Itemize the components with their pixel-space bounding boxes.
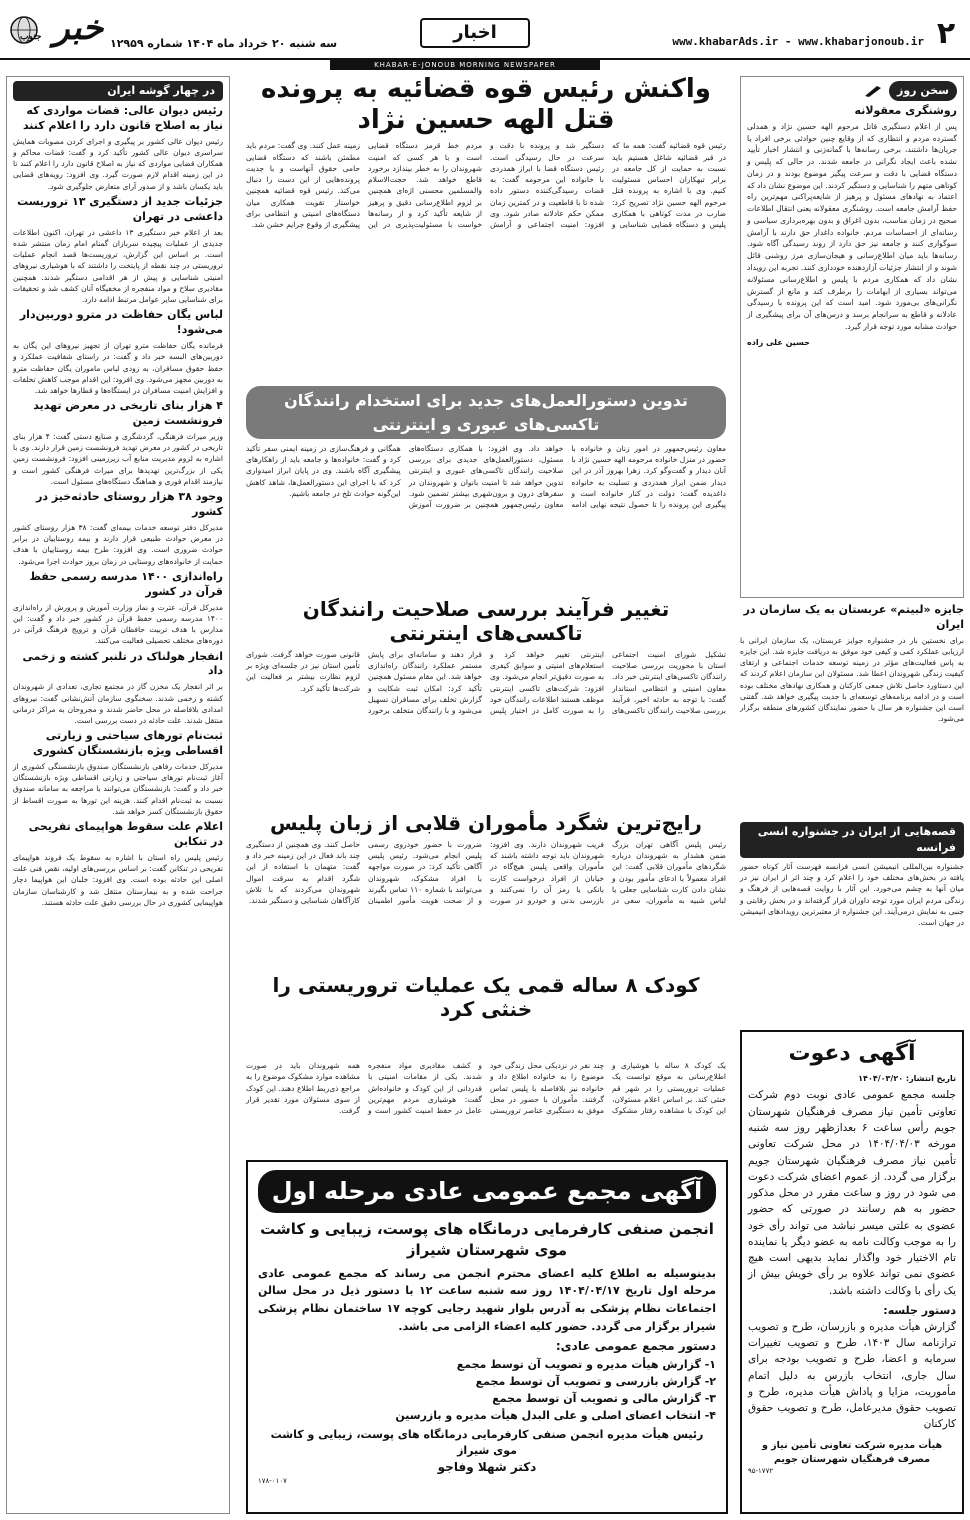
agenda-item: ۴- انتخاب اعضای اصلی و علی البدل هیأت مدیره و بازرسین: [395, 1408, 716, 1422]
assembly-ad: [246, 1160, 728, 1514]
assembly-ad-org: انجمن صنفی کارفرمایی درمانگاه های پوست، زیبایی و کاشت موی شهرستان شیراز: [260, 1219, 714, 1259]
assembly-ad-agenda-label: دستور مجمع عمومی عادی:: [555, 1339, 716, 1354]
story5-body: یک کودک ۸ ساله با هوشیاری و اطلاع‌رسانی به موقع توانست یک عملیات تروریستی را در شهر قم خنثی کند. بر اساس اعلام مسئولان، این کودک با مشاهده رفتار مشکوک چند نفر در نزدیکی محل زندگی خود موضوع را به خانواده اطلاع داد و خانواده نیز بلافاصله با پلیس تماس گرفتند. مأموران با حضور در محل موفق به دستگیری عناصر تروریستی و کشف مقادیری مواد منفجره شدند. یکی از مقامات امنیتی با قدردانی از این کودک و خانواده‌اش گفت: هوشیاری مردم مهم‌ترین عامل در حفظ امنیت کشور است و همه شهروندان باید در صورت مشاهده موارد مشکوک موضوع را به مراجع ذی‌ربط اطلاع دهند. این کودک از سوی مسئولان مورد تقدیر قرار گرفت.: [246, 1061, 726, 1115]
editorial-title: روشنگری معقولانه: [854, 103, 957, 117]
left-item-title: ثبت‌نام تورهای سیاحتی و زیارتی اقساطی ویژه بازنشستگان کشوری: [33, 729, 223, 758]
lead-headline: واکنش رئیس قوه قضائیه به پرونده قتل الهه حسین نژاد: [261, 74, 711, 136]
agenda-item: ۱- گزارش هیأت مدیره و تصویب آن توسط مجمع: [456, 1357, 716, 1371]
masthead: [0, 0, 970, 60]
website-links[interactable]: www.khabarAds.ir - www.khabarjonoub.ir: [672, 35, 924, 48]
story5-headline: کودک ۸ ساله قمی یک عملیات تروریستی را خنثی کرد: [272, 972, 700, 1021]
left-item-title: رئیس دیوان عالی: قضات مواردی که نیاز به اصلاح قانون دارد را اعلام کنند: [22, 103, 223, 132]
left-item-title: ۴ هزار بنای تاریخی در معرض تهدید فرونشست زمین: [33, 399, 223, 428]
assembly-ad-body: بدینوسیله به اطلاع کلیه اعضای محترم انجمن می رساند که مجمع عمومی عادی مرحله اول تاریخ ۱۴۰۴/۰۴/۱۷ روز سه شنبه ساعت ۱۲ با دستور ذیل در محل سالن اجتماعات نظام پزشکی به آدرس بلوار شهید رجایی کوچه ۱۷ ساختمان نظام پزشکی شیراز برگزار می گردد. حضور کلیه اعضاء الزامی می باشد.: [258, 1266, 717, 1333]
left-item-title: انفجار هولناک در تلنبر کشته و زخمی داد: [22, 649, 223, 678]
assembly-ad-items: [258, 1356, 716, 1424]
invitation-notice: [740, 1030, 964, 1514]
page-number: ۲: [936, 16, 956, 51]
agenda-item: ۳- گزارش مالی و تصویب آن توسط مجمع: [492, 1391, 716, 1405]
left-column: [6, 76, 230, 1514]
right-story-title: جایزه «لبیتم» عربستان به یک سازمان در ایران: [743, 603, 964, 631]
story3-headline: تغییر فرآیند بررسی صلاحیت رانندگان تاکسی‌های اینترنتی: [302, 596, 670, 645]
editorial-box: [740, 76, 964, 598]
notice-code: ۹۵-۱۷۷۲: [748, 1467, 774, 1476]
assembly-ad-name: دکتر شهلا وفاجو: [437, 1459, 537, 1474]
editorial-label: سخن روز: [889, 81, 957, 101]
left-item-title: راه‌اندازی ۱۴۰۰ مدرسه رسمی حفظ قرآن در کشور: [29, 569, 223, 598]
left-item-title: جزئیات جدید از دستگیری ۱۳ تروریست داعشی در تهران: [17, 194, 223, 223]
assembly-ad-signature: رئیس هیأت مدیره انجمن صنفی کارفرمایی درمانگاه های پوست، زیبایی و کاشت موی شیراز: [270, 1427, 704, 1457]
left-item-body: رئیس دیوان عالی کشور بر پیگیری و اجرای کردن مصوبات همایش سراسری دیوان عالی کشور تأکید کرد و گفت: قضات محاکم و همکاران قضایی مواردی که نیاز به اصلاح قانون دارد را اعلام کنند تا در این زمینه اقدام لازم صورت گیرد. وی افزود: رویه‌های قضایی باید یکسان باشد و از صدور آرای متعارض جلوگیری شود.: [13, 136, 223, 191]
story2-headline: تدوین دستورالعمل‌های جدید برای استخدام رانندگان تاکسی‌های عبوری و اینترنتی: [246, 386, 726, 438]
left-item-body: رئیس پلیس راه استان با اشاره به سقوط یک فروند هواپیمای تفریحی در تنکابن گفت: بر اساس بررسی‌های اولیه، نقص فنی علت اصلی این حادثه بوده است. وی افزود: خلبان این هواپیما دچار جراحت شده و به بیمارستان منتقل شد و کارشناسان سازمان هواپیمایی کشوری در حال بررسی دقیق علت حادثه هستند.: [13, 852, 223, 907]
animation-story-body: جشنواره بین‌المللی انیمیشن انسی فرانسه فهرست آثار کوتاه حضور یافته در بخش‌های مختلف خود را اعلام کرد و چند اثر از ایران نیز در میان آنها به چشم می‌خورد. این آثار با روایت قصه‌هایی از فرهنگ و زندگی مردم ایران مورد توجه داوران قرار گرفته‌اند و در بخش رقابتی و جنبی به نمایش درمی‌آیند. این جشنواره از معتبرترین رویدادهای انیمیشن در جهان است.: [740, 861, 964, 928]
animation-story-title: قصه‌هایی از ایران در جشنواره انسی فرانسه: [740, 822, 964, 858]
editorial-body: پس از اعلام دستگیری قاتل مرحوم الهه حسین نژاد و همدلی گسترده مردم و انتظاری که از وقایع چنین حوادثی برخی افراد یا جریان‌ها داشتند، برخی رسانه‌ها با گمانه‌زنی و انتشار اخبار تأیید نشده باعث ایجاد نگرانی در جامعه شدند. در حالی که پلیس و دستگاه قضایی با دقت و سرعت پیگیر موضوع بودند و در زمان کوتاهی متهم را شناسایی و دستگیر کردند. این موضوع نشان داد که اعتماد به نهادهای مسئول و پرهیز از شایعه‌پراکنی مهم‌ترین راه حفظ آرامش جامعه است. روشنگری معقولانه یعنی انتقال اطلاعات صحیح در زمان مناسب، بدون اغراق و بدون بهره‌برداری سیاسی و رسانه‌ای از احساسات مردم. خانواده داغدار حق دارند با آرامش سوگواری کنند و جامعه نیز حق دارد از روند رسیدگی آگاه شود. رسانه‌ها باید میان اطلاع‌رسانی و هیجان‌سازی مرز روشنی قائل شوند و از انتشار جزئیات آزاردهنده خودداری کنند. تجربه این رویداد نشان داد که همکاری مردم با پلیس و اطلاع‌رسانی مسئولانه می‌تواند بسیاری از ابهامات را برطرف کند و مانع از گسترش نگرانی‌های بی‌مورد شود. امید است که این پرونده با رسیدگی عادلانه و قاطع به سرانجام برسد و درس‌های آن برای پیشگیری از حوادث مشابه مورد توجه قرار گیرد.: [747, 121, 957, 331]
agenda-item: ۲- گزارش بازرسی و تصویب آن توسط مجمع: [475, 1374, 716, 1388]
left-item-title: لباس یگان حفاظت در مترو دوربین‌دار می‌شود!: [19, 308, 223, 337]
left-item-body: مدیرکل دفتر توسعه خدمات بیمه‌ای گفت: ۳۸ هزار روستای کشور در معرض حوادث طبیعی قرار دارند و بیمه روستاییان در برابر حوادث ضروری است. وی افزود: طرح بیمه روستاییان با هدف حمایت از خانواده‌های روستایی در زمان بروز حوادث اجرا می‌شود.: [13, 522, 223, 566]
left-item-title: وجود ۳۸ هزار روستای حادثه‌خیز در کشور: [36, 490, 223, 519]
story2-body: معاون رئیس‌جمهور در امور زنان و خانواده با حضور در منزل خانواده مرحومه الهه حسین نژاد با آنان دیدار و گفت‌وگو کرد. زهرا بهروز آذر در این دیدار ضمن ابراز همدردی و تسلیت به خانواده داغدیده گفت: دولت در کنار خانواده است و پیگیری این پرونده را تا حصول نتیجه نهایی ادامه خواهد داد. وی افزود: با همکاری دستگاه‌های مسئول، دستورالعمل‌های جدیدی برای بررسی صلاحیت رانندگان تاکسی‌های عبوری و اینترنتی تدوین خواهد شد تا امنیت بانوان و شهروندان در سفرهای درون و برون‌شهری بیشتر تضمین شود. معاون رئیس‌جمهور همچنین بر ضرورت آموزش همگانی و فرهنگ‌سازی در زمینه ایمنی سفر تأکید کرد و گفت: خانواده‌ها و جامعه باید از راهکارهای پیشگیری آگاه باشند. وی در پایان ابراز امیدواری کرد که با اجرای این دستورالعمل‌ها، شاهد کاهش این‌گونه حوادث تلخ در جامعه باشیم.: [246, 443, 726, 509]
story3-body: تشکیل شورای امنیت اجتماعی استان با محوریت بررسی صلاحیت رانندگان تاکسی‌های اینترنتی خبر داد. معاون امنیتی و انتظامی استاندار گفت: با توجه به حادثه اخیر، فرآیند بررسی صلاحیت رانندگان تاکسی‌های اینترنتی تغییر خواهد کرد و استعلام‌های امنیتی و سوابق کیفری به صورت دقیق‌تر انجام می‌شود. وی افزود: شرکت‌های تاکسی اینترنتی موظف هستند اطلاعات رانندگان خود را به صورت کامل در اختیار پلیس قرار دهند و سامانه‌ای برای پایش مستمر عملکرد رانندگان راه‌اندازی خواهد شد. این مقام مسئول همچنین تأکید کرد: امکان ثبت شکایت و گزارش تخلف برای مسافران تسهیل می‌شود و با رانندگان متخلف برخورد قانونی صورت خواهد گرفت. شورای تأمین استان نیز در جلسه‌ای ویژه بر لزوم نظارت بیشتر بر فعالیت این شرکت‌ها تأکید کرد.: [246, 649, 726, 715]
left-column-label: در چهار گوشه ایران: [13, 81, 223, 101]
notice-agenda: گزارش هیأت مدیره و بازرسان، طرح و تصویب ترازنامه سال ۱۴۰۳، طرح و تصویب تغییرات سرمایه و اعضا، طرح و تصویب بودجه برای سال جاری، انتخاب بازرس به دلیل اتمام مأموریت، مزایا و پاداش هیأت مدیره، طرح و تصویب حقوق مدیرعامل، طرح و تصویب حقوق کارکنان: [748, 1320, 956, 1431]
notice-agenda-label: دستور جلسه:: [883, 1303, 956, 1317]
notice-body: جلسه مجمع عمومی عادی نوبت دوم شرکت تعاونی تأمین نیاز مصرف فرهنگیان شهرستان جویم رأس ساعت ۶ بعدازظهر روز سه شنبه مورخه ۱۴۰۴/۰۴/۰۳ در محل شرکت تعاونی تأمین نیاز مصرف فرهنگیان شهرستان جویم برگزار می گردد. از عموم اعضای شرکت دعوت می شود در روز و ساعت مقرر در محل مذکور حضور به هم رسانند در صورتی که حضور عضوی به علتی میسر نباشد می تواند رأی خود را به موجب وکالت نامه به عضو دیگر یا نماینده تام الاختیار خود واگذار نماید بدیهی است هیچ عضوی نمی تواند علاوه بر رأی خویش بیش از یک رأی با وکالت داشته باشد.: [748, 1089, 957, 1297]
logo-wordmark: خبر جنوب: [20, 8, 104, 48]
left-item-body: وزیر میراث فرهنگی، گردشگری و صنایع دستی گفت: ۴ هزار بنای تاریخی در کشور در معرض تهدید فرونشست زمین قرار دارند. وی با اشاره به لزوم مدیریت منابع آب زیرزمینی افزود: فرونشست زمین یکی از بزرگ‌ترین تهدیدها برای میراث فرهنگی کشور است و نیازمند اقدام فوری و هماهنگ دستگاه‌های مسئول است.: [13, 431, 223, 486]
notice-date: تاریخ انتشار: ۱۴۰۴/۰۳/۲۰: [858, 1073, 956, 1083]
left-item-body: مدیرکل قرآن، عترت و نماز وزارت آموزش و پرورش از راه‌اندازی ۱۴۰۰ مدرسه رسمی حفظ قرآن در کشور خبر داد و گفت: این مدارس با هدف تربیت حافظان قرآن و ترویج فرهنگ قرآنی در دوره‌های مختلف تحصیلی فعالیت می‌کنند.: [13, 602, 223, 646]
notice-title: آگهی دعوت: [788, 1041, 916, 1066]
center-stories: [246, 74, 726, 1054]
right-story: [740, 600, 964, 818]
left-item-title: اعلام علت سقوط هواپیمای تفریحی در تنکابن: [28, 820, 223, 849]
animation-story: [740, 822, 964, 1022]
left-item-body: بر اثر انفجار یک مخزن گاز در مجتمع تجاری، تعدادی از شهروندان کشته و زخمی شدند. سخنگوی سازمان آتش‌نشانی گفت: نیروهای امدادی بلافاصله در محل حاضر شدند و مجروحان به مراکز درمانی منتقل شدند. علت حادثه در دست بررسی است.: [13, 682, 223, 725]
left-item-body: فرمانده یگان حفاظت مترو تهران از تجهیز نیروهای این یگان به دوربین‌های البسه خبر داد و گفت: در راستای شفافیت عملکرد و حفظ حقوق مسافران، به زودی لباس ماموران یگان حفاظت مترو به دوربین مجهز می‌شود. وی افزود: این اقدام موجب کاهش تخلفات و افزایش امنیت مسافران در ایستگاه‌ها و قطارها خواهد شد.: [12, 341, 223, 395]
story4-body: رئیس پلیس آگاهی تهران بزرگ ضمن هشدار به شهروندان درباره شگردهای مأموران قلابی گفت: این افراد معمولاً با ادعای مأمور بودن و نشان دادن کارت شناسایی جعلی یا لباس شبیه به مأموران، سعی در فریب شهروندان دارند. وی افزود: شهروندان باید توجه داشته باشند که مأموران واقعی پلیس هیچ‌گاه در خیابان از افراد درخواست کارت بانکی یا رمز آن را نمی‌کنند و بازرسی بدنی و خودرو در صورت ضرورت با حضور خودروی رسمی پلیس انجام می‌شود. رئیس پلیس آگاهی تأکید کرد: در صورت مواجهه با افراد مشکوک، شهروندان می‌توانند با شماره ۱۱۰ تماس بگیرند و از صحت هویت مأمور اطمینان حاصل کنند. وی همچنین از دستگیری چند باند فعال در این زمینه خبر داد و گفت: متهمان با استفاده از این شگرد اقدام به سرقت اموال شهروندان می‌کردند که با تلاش کارآگاهان شناسایی و دستگیر شدند.: [246, 839, 726, 905]
pen-icon: [863, 84, 883, 98]
assembly-ad-title: آگهی مجمع عمومی عادی مرحله اول: [258, 1170, 716, 1213]
left-item-body: مدیرکل خدمات رفاهی بازنشستگان صندوق بازنشستگی کشوری از آغاز ثبت‌نام تورهای سیاحتی و زیارتی اقساطی ویژه بازنشستگان خبر داد و گفت: بازنشستگان می‌توانند با مراجعه به سامانه صندوق نسبت به ثبت‌نام اقدام کنند. هزینه این تورها به صورت اقساط از حقوق بازنشستگان کسر خواهد شد.: [13, 761, 223, 816]
lead-body: رئیس قوه قضائیه گفت: همه ما که در قبر قضائیه شاغل هستیم باید نسبت به حمایت از کل جامعه در برابر تبهکاران احساس مسئولیت کنیم. وی با اشاره به پرونده قتل مرحوم الهه حسین نژاد تصریح کرد: ضارب در مدت کوتاهی با همکاری پلیس و دستگاه قضایی شناسایی و دستگیر شد و پرونده با دقت و سرعت در حال رسیدگی است. رئیس دستگاه قضا با ابراز همدردی با خانواده این مرحومه گفت: به قضات رسیدگی‌کننده دستور داده شده تا با قاطعیت و در کمترین زمان ممکن حکم عادلانه صادر شود. وی افزود: امنیت اجتماعی و آرامش مردم خط قرمز دستگاه قضایی است و با هر کسی که امنیت شهروندان را به خطر بیندازد برخورد قاطع خواهد شد. حجت‌الاسلام والمسلمین محسنی اژه‌ای همچنین بر لزوم اطلاع‌رسانی دقیق و پرهیز از شایعه تأکید کرد و از رسانه‌ها خواست با مسئولیت‌پذیری در این زمینه عمل کنند. وی گفت: مردم باید مطمئن باشند که دستگاه قضایی حامی حقوق آنهاست و با جدیت پرونده‌هایی از این دست را دنبال می‌کند. رئیس قوه قضائیه همچنین خواستار تقویت همکاری میان دستگاه‌های امنیتی و انتظامی برای پیشگیری از وقوع جرایم خشن شد.: [246, 141, 726, 230]
notice-signature: هیأت مدیره شرکت تعاونی تأمین نیاز و مصرف فرهنگیان شهرستان جویم: [761, 1439, 943, 1465]
right-story-body: برای نخستین بار در جشنواره جوایز عربستان، یک سازمان ایرانی با ارزیابی عملکرد کمی و کیفی خود موفق به دریافت جایزه شد. این جایزه به پاس فعالیت‌های مؤثر در زمینه توسعه خدمات اجتماعی و ارتقای کیفیت زندگی شهروندان اعطا شد. مسئولان این سازمان اعلام کردند که این دستاورد حاصل تلاش جمعی کارکنان و همکاری نهادهای مختلف بوده است و در ادامه برنامه‌های توسعه‌ای با جدیت پیگیری خواهد شد. گفتنی است این جشنواره هر سال با حضور نمایندگان کشورهای منطقه برگزار می‌شود.: [740, 635, 964, 724]
assembly-ad-code: ۱۷۸-۰۱۰۷: [258, 1477, 287, 1486]
logo-sub: جنوب: [20, 32, 42, 42]
issue-dateline: سه شنبه ۲۰ خرداد ماه ۱۴۰۴ شماره ۱۲۹۵۹: [110, 37, 338, 50]
story4-headline: رایج‌ترین شگرد مأموران قلابی از زبان پلیس: [270, 810, 702, 835]
english-strapline: KHABAR-E-JONOUB MORNING NEWSPAPER: [330, 60, 600, 70]
section-title: اخبار: [420, 18, 530, 48]
editorial-author: حسین علی زاده: [747, 337, 810, 347]
left-item-body: بعد از اعلام خبر دستگیری ۱۳ داعشی در تهران، اکنون اطلاعات جدیدی از عملیات پیچیده سربازان گمنام امام زمان منتشر شده است. بر اساس این گزارش، تروریست‌ها قصد انجام عملیات تروریستی در چند نقطه از پایتخت را داشتند که با هوشیاری نیروهای امنیتی شناسایی و پیش از هر اقدامی دستگیر شدند. همچنین مقادیری سلاح و مواد منفجره از مخفیگاه آنان کشف شد و تحقیقات برای شناسایی سایر عوامل مرتبط ادامه دارد.: [13, 227, 223, 305]
